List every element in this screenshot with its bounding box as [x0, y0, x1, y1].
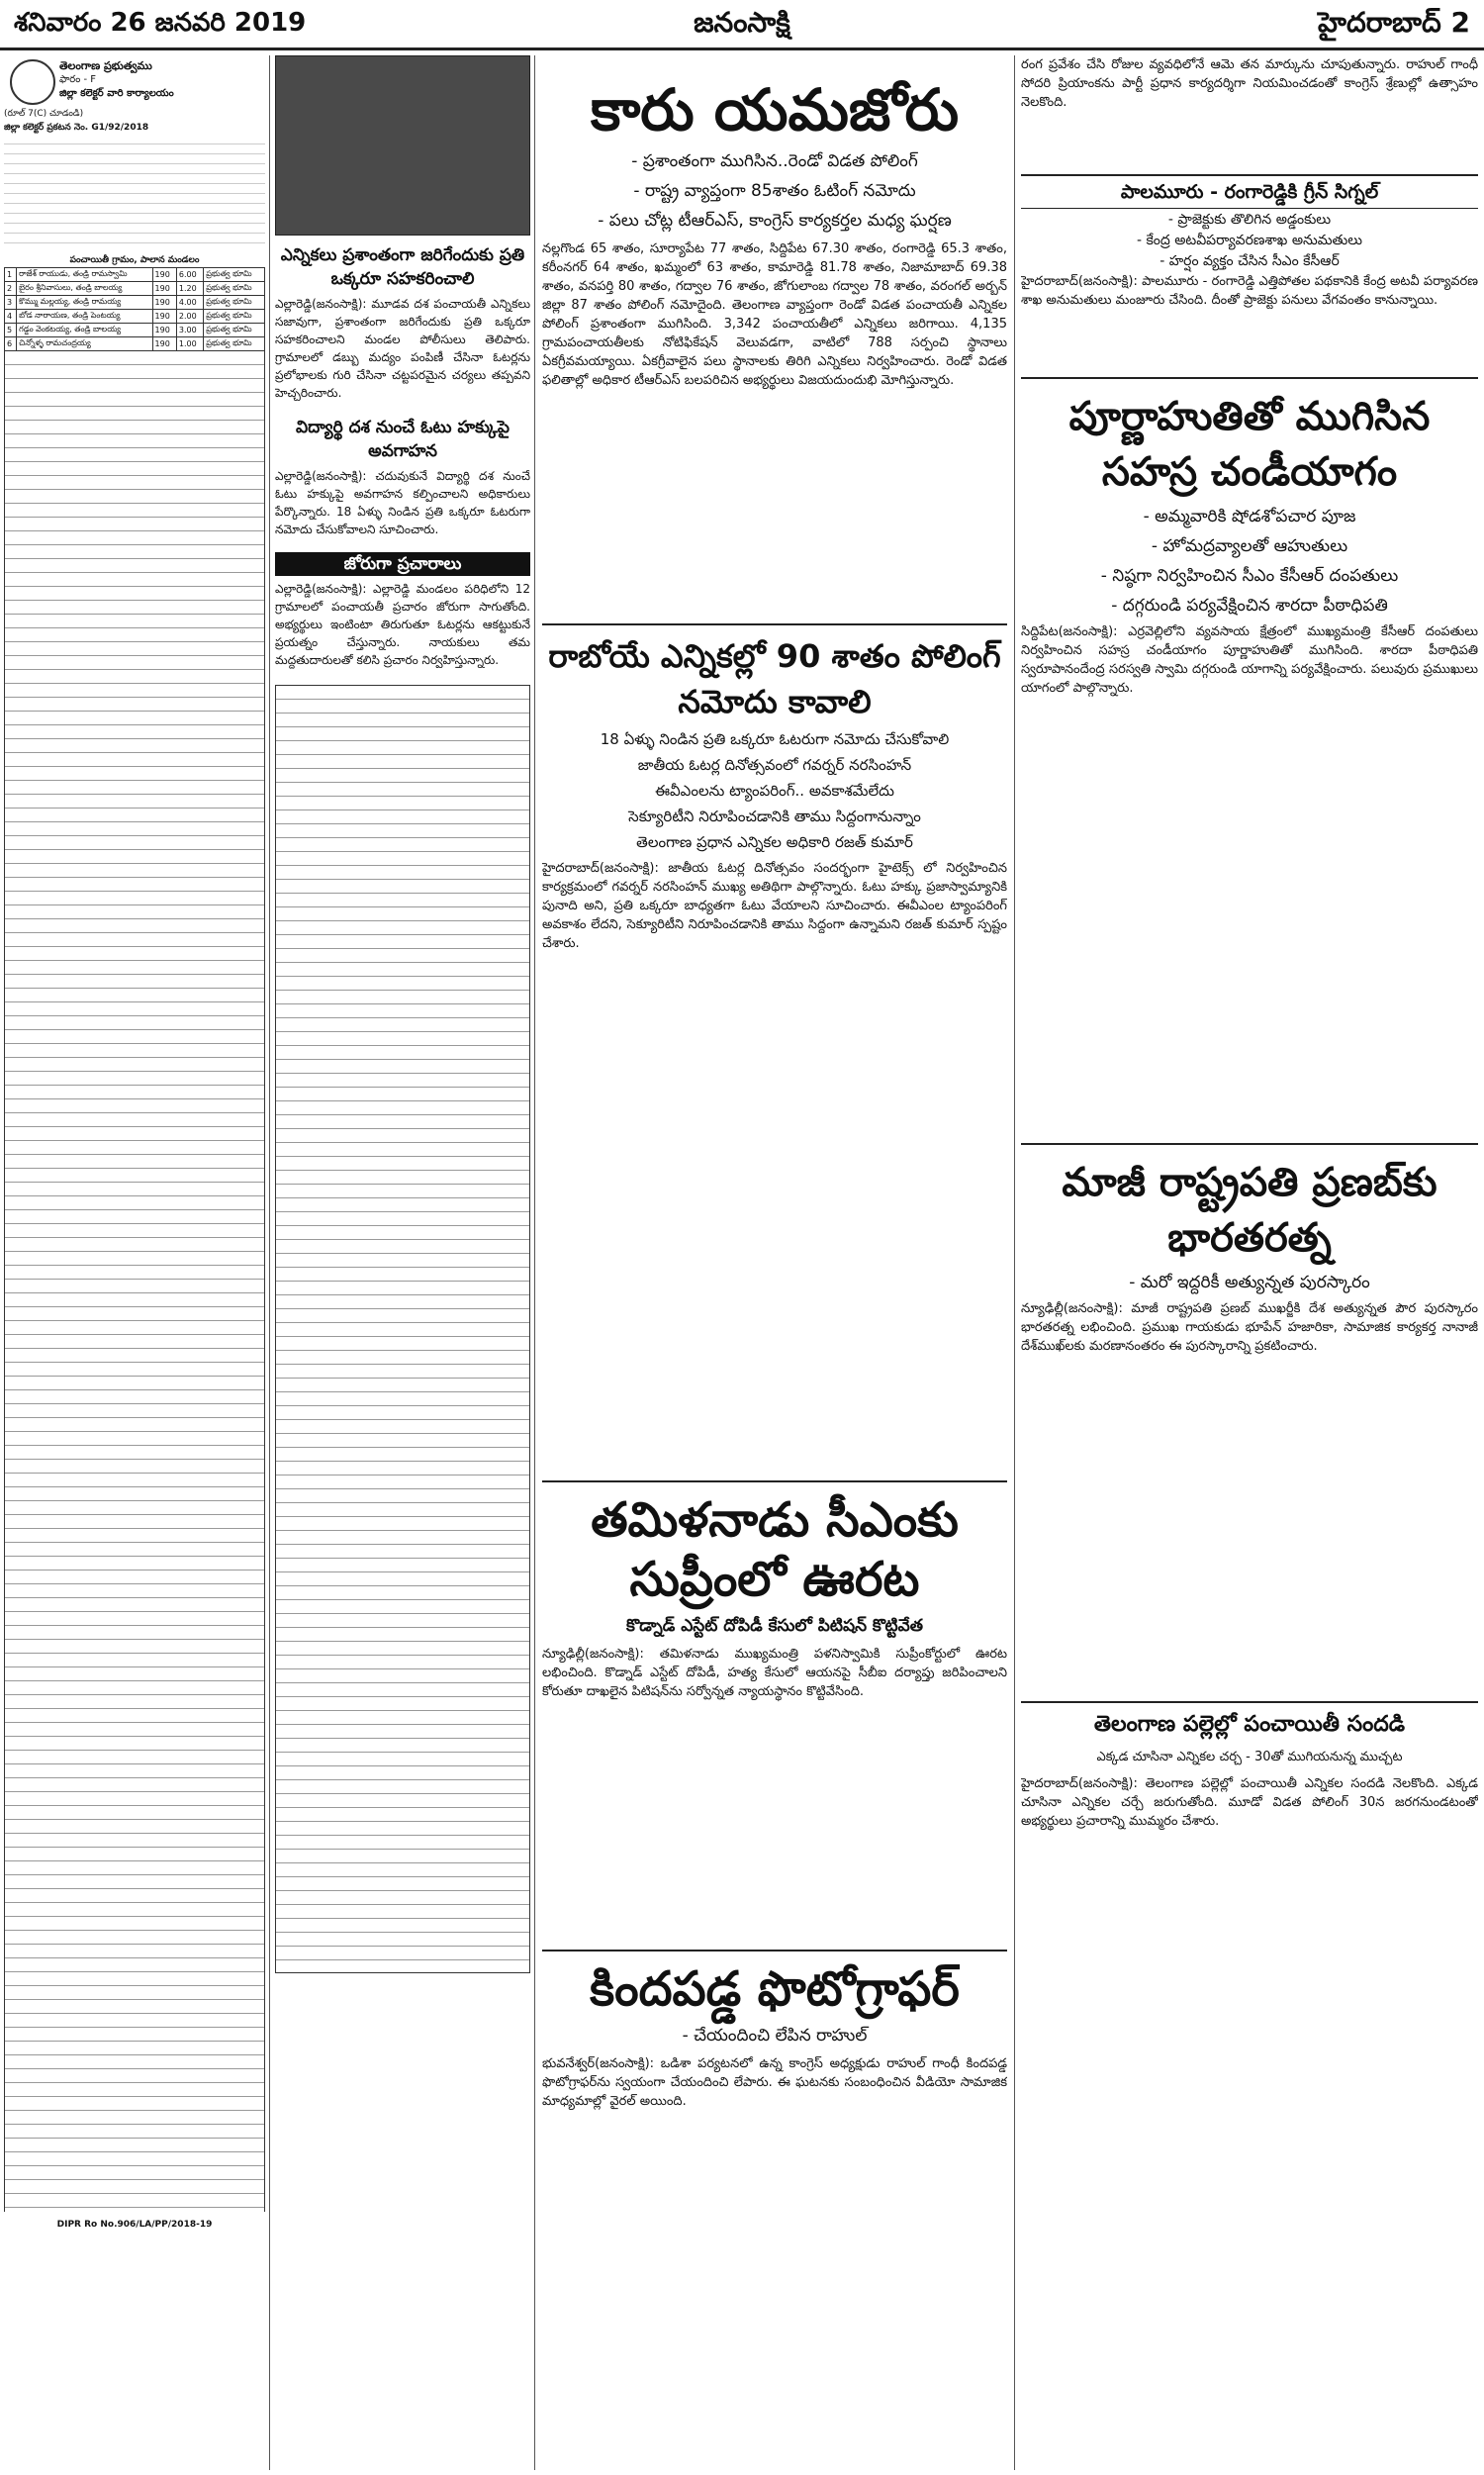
state-emblem-icon — [10, 59, 55, 105]
gazette-table-part2 — [275, 685, 530, 1973]
story-deck: - రాష్ట్ర వ్యాప్తంగా 85శాతం ఓటింగ్ నమోదు — [633, 181, 916, 201]
story-headline: తెలంగాణ పల్లెల్లో పంచాయితీ సందడి — [1093, 1712, 1406, 1737]
story-body: న్యూఢిల్లీ(జనంసాక్షి): మాజీ రాష్ట్రపతి ప్రణబ్ ముఖర్జీకి దేశ అత్యున్నత పౌర పురస్కారం భారతరత్న లభించింది. ప్రముఖ గాయకుడు భూపేన్ హజారికా, సామాజిక కార్యకర్త నానాజీ దేశ్‌ముఖ్‌లకు మరణానంతరం ఈ పురస్కారాన్ని ప్రకటించారు. — [1021, 1301, 1478, 1354]
story-deck: - నిష్ఠగా నిర్వహించిన సీఎం కేసీఆర్ దంపతులు — [1100, 566, 1399, 586]
column-rule — [269, 55, 270, 2470]
table-cell: 1.00 — [176, 337, 203, 351]
table-cell: 2.00 — [176, 310, 203, 324]
table-cell: ప్రభుత్వ భూమి — [204, 296, 265, 310]
story-divider — [1021, 1701, 1478, 1703]
issue-date: శనివారం 26 జనవరి 2019 — [14, 8, 307, 38]
gazette-title: తెలంగాణ ప్రభుత్వము — [59, 59, 152, 72]
table-row — [5, 282, 265, 296]
story-deck: ఈవీఎంలను ట్యాంపరింగ్.. అవకాశమేలేదు — [655, 782, 894, 800]
table-cell: బైరం శ్రీనివాసులు, తండ్రి బాలయ్య — [17, 282, 152, 296]
story-deck: - ప్రాజెక్టుకు తొలిగిన అడ్డంకులు — [1167, 212, 1332, 228]
story-deck: 18 ఏళ్ళు నిండిన ప్రతి ఒక్కరూ ఓటరుగా నమోదు చేసుకోవాలి — [600, 730, 950, 748]
table-cell: ప్రభుత్వ భూమి — [204, 337, 265, 351]
story-headline: ఎన్నికలు ప్రశాంతంగా జరిగేందుకు ప్రతి ఒక్కరూ సహకరించాలి — [280, 245, 525, 289]
table-cell: 190 — [152, 296, 176, 310]
story-headline: కిందపడ్డ ఫొటోగ్రాఫర్ — [590, 1961, 960, 2017]
table-row — [5, 310, 265, 324]
story-deck: తెలంగాణ ప్రధాన ఎన్నికల అధికారి రజత్ కుమార్ — [636, 833, 913, 851]
left-news-column — [275, 55, 530, 2470]
table-row — [5, 337, 265, 351]
gazette-table-continuation — [4, 351, 265, 2212]
gazette-notice — [4, 55, 265, 2470]
table-cell: ప్రభుత్వ భూమి — [204, 310, 265, 324]
column-rule — [534, 55, 535, 2470]
table-cell: 6.00 — [176, 268, 203, 282]
story-headline: విద్యార్థి దశ నుంచే ఓటు హక్కుపై అవగాహన — [296, 418, 510, 461]
story-deck: - మరో ఇద్దరికీ అత్యున్నత పురస్కారం — [1129, 1273, 1370, 1292]
story-body: భువనేశ్వర్(జనంసాక్షి): ఒడిశా పర్యటనలో ఉన్న కాంగ్రెస్ అధ్యక్షుడు రాహుల్ గాంధీ కిందపడ్డ ఫొటోగ్రాఫర్‌ను స్వయంగా చేయందించి లేపారు. ఈ ఘటనకు సంబంధించిన వీడియో సామాజిక మాధ్యమాల్లో వైరల్ అయింది. — [542, 2056, 1007, 2109]
table-row — [5, 324, 265, 337]
story-deck: - పలు చోట్ల టీఆర్ఎస్, కాంగ్రెస్ కార్యకర్తల మధ్య ఘర్షణ — [598, 211, 952, 231]
story-body: హైదరాబాద్(జనంసాక్షి): పాలమూరు - రంగారెడ్డి ఎత్తిపోతల పథకానికి కేంద్ర అటవీ పర్యావరణ శాఖ అనుమతులు మంజూరు చేసింది. దీంతో ప్రాజెక్టు పనులు వేగవంతం కానున్నాయి. — [1021, 274, 1478, 308]
story-deck: ఎక్కడ చూసినా ఎన్నికల చర్చ - 30తో ముగియనున్న ముచ్చట — [1096, 1750, 1403, 1764]
gazette-notice-number: జిల్లా కలెక్టర్ ప్రకటన నెం. G1/92/2018 — [4, 123, 149, 133]
story-body: సిద్దిపేట(జనంసాక్షి): ఎర్రవెల్లిలోని వ్యవసాయ క్షేత్రంలో ముఖ్యమంత్రి కేసీఆర్ దంపతులు నిర్వహించిన సహస్ర చండీయాగం పూర్ణాహుతితో ముగిసింది. శారదా పీఠాధిపతి స్వరూపానందేంద్ర సరస్వతి స్వామి దగ్గరుండి యాగాన్ని పర్యవేక్షించారు. పలువురు ప్రముఖులు యాగంలో పాల్గొన్నారు. — [1021, 624, 1478, 696]
story-deck: - ప్రశాంతంగా ముగిసిన..రెండో విడత పోలింగ్ — [631, 151, 918, 171]
table-cell: బోడ నారాయణ, తండ్రి పెంటయ్య — [17, 310, 152, 324]
story-headline: పూర్ణాహుతితో ముగిసిన సహస్ర చండీయాగం — [1068, 394, 1431, 495]
story-headline: జోరుగా ప్రచారాలు — [275, 552, 530, 576]
story-headline: పాలమూరు - రంగారెడ్డికి గ్రీన్ సిగ్నల్ — [1021, 174, 1478, 209]
story-headline: మాజీ రాష్ట్రపతి ప్రణబ్‌కు భారతరత్న — [1062, 1160, 1438, 1261]
column-rule — [1014, 55, 1015, 2470]
gazette-footer: DIPR Ro No.906/LA/PP/2018-19 — [56, 2220, 213, 2230]
story-headline: రాబోయే ఎన్నికల్లో 90 శాతం పోలింగ్ నమోదు కావాలి — [548, 637, 1001, 720]
table-cell: రాజేశ్ రాయుడు, తండ్రి రామస్వామి — [17, 268, 152, 282]
gazette-ref: (రూల్ 7(C) చూడండి) — [4, 109, 84, 119]
table-cell: 190 — [152, 268, 176, 282]
table-cell: 190 — [152, 282, 176, 296]
table-cell: 190 — [152, 337, 176, 351]
story-body: హైదరాబాద్(జనంసాక్షి): తెలంగాణ పల్లెల్లో పంచాయితీ ఎన్నికల సందడి నెలకొంది. ఎక్కడ చూసినా ఎన్నికల చర్చే జరుగుతోంది. మూడో విడత పోలింగ్ 30న జరగనుండటంతో అభ్యర్థులు ప్రచారాన్ని ముమ్మరం చేశారు. — [1021, 1776, 1478, 1829]
story-body: ఎల్లారెడ్డి(జనంసాక్షి): చదువుకునే విద్యార్థి దశ నుంచే ఓటు హక్కుపై అవగాహన కల్పించాలని అధికారులు పేర్కొన్నారు. 18 ఏళ్ళు నిండిన ప్రతి ఒక్కరూ ఓటరుగా నమోదు చేసుకోవాలని సూచించారు. — [275, 469, 530, 536]
table-cell: గడ్డం వెంకటయ్య, తండ్రి బాలయ్య — [17, 324, 152, 337]
page-header — [0, 0, 1484, 50]
table-cell: 1 — [5, 268, 17, 282]
gazette-office: జిల్లా కలెక్టర్ వారి కార్యాలయం — [59, 88, 174, 99]
story-body: రంగ ప్రవేశం చేసి రోజుల వ్యవధిలోనే ఆమె తన మార్కును చూపుతున్నారు. రాహుల్ గాంధీ సోదరి ప్రియాంకను పార్టీ ప్రధాన కార్యదర్శిగా నియమించడంతో కాంగ్రెస్ శ్రేణుల్లో ఉత్సాహం నెలకొంది. — [1021, 57, 1478, 110]
story-body: నల్లగొండ 65 శాతం, సూర్యాపేట 77 శాతం, సిద్దిపేట 67.30 శాతం, రంగారెడ్డి 65.3 శాతం, కరీంనగర్ 64 శాతం, ఖమ్మంలో 63 శాతం, కామారెడ్డి 81.78 శాతం, నిజామాబాద్ 69.38 శాతం, వనపర్తి 80 శాతం, గద్వాల 76 శాతం, జోగులాంబ గద్వాల 78 శాతం, వరంగల్ అర్బన్ జిల్లా 87 శాతం పోలింగ్ నమోదైంది. తెలంగాణ వ్యాప్తంగా రెండో విడత పంచాయతీ ఎన్నికల పోలింగ్ ప్రశాంతంగా ముగిసింది. 3,342 పంచాయతీలో ఎన్నికలు జరిగాయి. 4,135 గ్రామపంచాయతీలకు నోటిఫికేషన్ వెలువడగా, వాటిలో 788 సర్పంచి స్థానాలు ఏకగ్రీవమయ్యాయి. ఏకగ్రీవాలైన పలు స్థానాలకు తిరిగి ఎన్నికలు నిర్వహించారు. రెండో విడత ఫలితాల్లో అధికార టీఆర్ఎస్ బలపరిచిన అభ్యర్థులు విజయదుందుభి మోగిస్తున్నారు. — [542, 241, 1007, 388]
story-deck: - హర్షం వ్యక్తం చేసిన సీఎం కేసీఆర్ — [1159, 253, 1340, 269]
story-body: ఎల్లారెడ్డి(జనంసాక్షి): ఎల్లారెడ్డి మండలం పరిధిలోని 12 గ్రామాలలో పంచాయతీ ప్రచారం జోరుగా సాగుతోంది. అభ్యర్థులు ఇంటింటా తిరుగుతూ ఓటర్లను ఆకట్టుకునే ప్రయత్నం చేస్తున్నారు. నాయకులు తమ మద్దతుదారులతో కలిసి ప్రచారం నిర్వహిస్తున్నారు. — [275, 582, 530, 667]
news-photo — [275, 55, 530, 236]
gazette-subtitle: ఫారం - F — [59, 74, 97, 85]
story-deck: కొడ్నాడ్ ఎస్టేట్ దోపిడీ కేసులో పిటిషన్ కొట్టివేత — [626, 1616, 923, 1636]
story-body: ఎల్లారెడ్డి(జనంసాక్షి): మూడవ దశ పంచాయతీ ఎన్నికలు సజావుగా, ప్రశాంతంగా జరిగేందుకు ప్రతి ఒక్కరూ సహకరించాలని మండల పోలీసులు తెలిపారు. గ్రామాలలో డబ్బు మద్యం పంపిణీ చేసినా ఓటర్లను ప్రలోభాలకు గురి చేసినా చట్టపరమైన చర్యలు తప్పవని హెచ్చరించారు. — [275, 297, 530, 400]
city-page-number: హైదరాబాద్ 2 — [1318, 6, 1470, 39]
table-cell: 1.20 — [176, 282, 203, 296]
table-cell: 4 — [5, 310, 17, 324]
story-divider — [1021, 1143, 1478, 1145]
story-deck: - దగ్గరుండి పర్యవేక్షించిన శారదా పీఠాధిపతి — [1111, 596, 1388, 616]
center-column — [542, 55, 1007, 2470]
story-divider — [542, 623, 1007, 625]
right-column — [1021, 55, 1478, 2470]
gazette-intro-text — [4, 135, 265, 253]
table-cell: 4.00 — [176, 296, 203, 310]
story-deck: సెక్యూరిటీని నిరూపించడానికి తాము సిద్దంగానున్నాం — [628, 808, 921, 825]
table-cell: కొమ్ము మల్లయ్య, తండ్రి రామయ్య — [17, 296, 152, 310]
gazette-section-title: పంచాయితీ గ్రామం, పాలాన మండలం — [69, 255, 200, 265]
story-divider — [542, 1950, 1007, 1951]
story-divider — [542, 1480, 1007, 1482]
table-cell: 5 — [5, 324, 17, 337]
story-headline: తమిళనాడు సీఎంకు సుప్రీంలో ఊరట — [591, 1492, 959, 1607]
table-row — [5, 268, 265, 282]
table-cell: ప్రభుత్వ భూమి — [204, 324, 265, 337]
table-cell: 190 — [152, 310, 176, 324]
gazette-table — [4, 267, 265, 351]
table-cell: చిన్నోళ్ళ రామచంద్రయ్య — [17, 337, 152, 351]
story-body: హైదరాబాద్(జనంసాక్షి): జాతీయ ఓటర్ల దినోత్సవం సందర్భంగా హైటెక్స్ లో నిర్వహించిన కార్యక్రమంలో గవర్నర్ నరసింహన్ ముఖ్య అతిథిగా పాల్గొన్నారు. ఓటు హక్కు ప్రజాస్వామ్యానికి పునాది అని, ప్రతి ఒక్కరూ బాధ్యతగా ఓటు వేయాలని సూచించారు. ఈవీఎంల ట్యాంపరింగ్ అవకాశం లేదని, సెక్యూరిటీని నిరూపించడానికి తాము సిద్దంగా ఉన్నామని రజత్ కుమార్ స్పష్టం చేశారు. — [542, 861, 1007, 951]
table-cell: 3.00 — [176, 324, 203, 337]
story-divider — [1021, 377, 1478, 379]
table-cell: 6 — [5, 337, 17, 351]
story-headline: కారు యమజోరు — [590, 76, 960, 143]
masthead: జనంసాక్షి — [694, 6, 790, 39]
story-deck: - కేంద్ర అటవీపర్యావరణశాఖ అనుమతులు — [1136, 233, 1363, 248]
table-cell: ప్రభుత్వ భూమి — [204, 268, 265, 282]
story-body: న్యూఢిల్లీ(జనంసాక్షి): తమిళనాడు ముఖ్యమంత్రి పళనిస్వామికి సుప్రీంకోర్టులో ఊరట లభించింది. కొడ్నాడ్ ఎస్టేట్ దోపిడీ, హత్య కేసులో ఆయనపై సీబీఐ దర్యాప్తు జరిపించాలని కోరుతూ దాఖలైన పిటిషన్‌ను సర్వోన్నత న్యాయస్థానం కొట్టివేసింది. — [542, 1647, 1007, 1699]
table-row — [5, 296, 265, 310]
table-cell: 2 — [5, 282, 17, 296]
table-cell: ప్రభుత్వ భూమి — [204, 282, 265, 296]
table-cell: 190 — [152, 324, 176, 337]
story-deck: - చేయందించి లేపిన రాహుల్ — [682, 2026, 868, 2046]
story-deck: జాతీయ ఓటర్ల దినోత్సవంలో గవర్నర్ నరసింహన్ — [637, 756, 912, 774]
story-deck: - హోమద్రవ్యాలతో ఆహుతులు — [1151, 536, 1348, 556]
table-cell: 3 — [5, 296, 17, 310]
story-deck: - అమ్మవారికి షోడశోపచార పూజ — [1143, 507, 1356, 526]
